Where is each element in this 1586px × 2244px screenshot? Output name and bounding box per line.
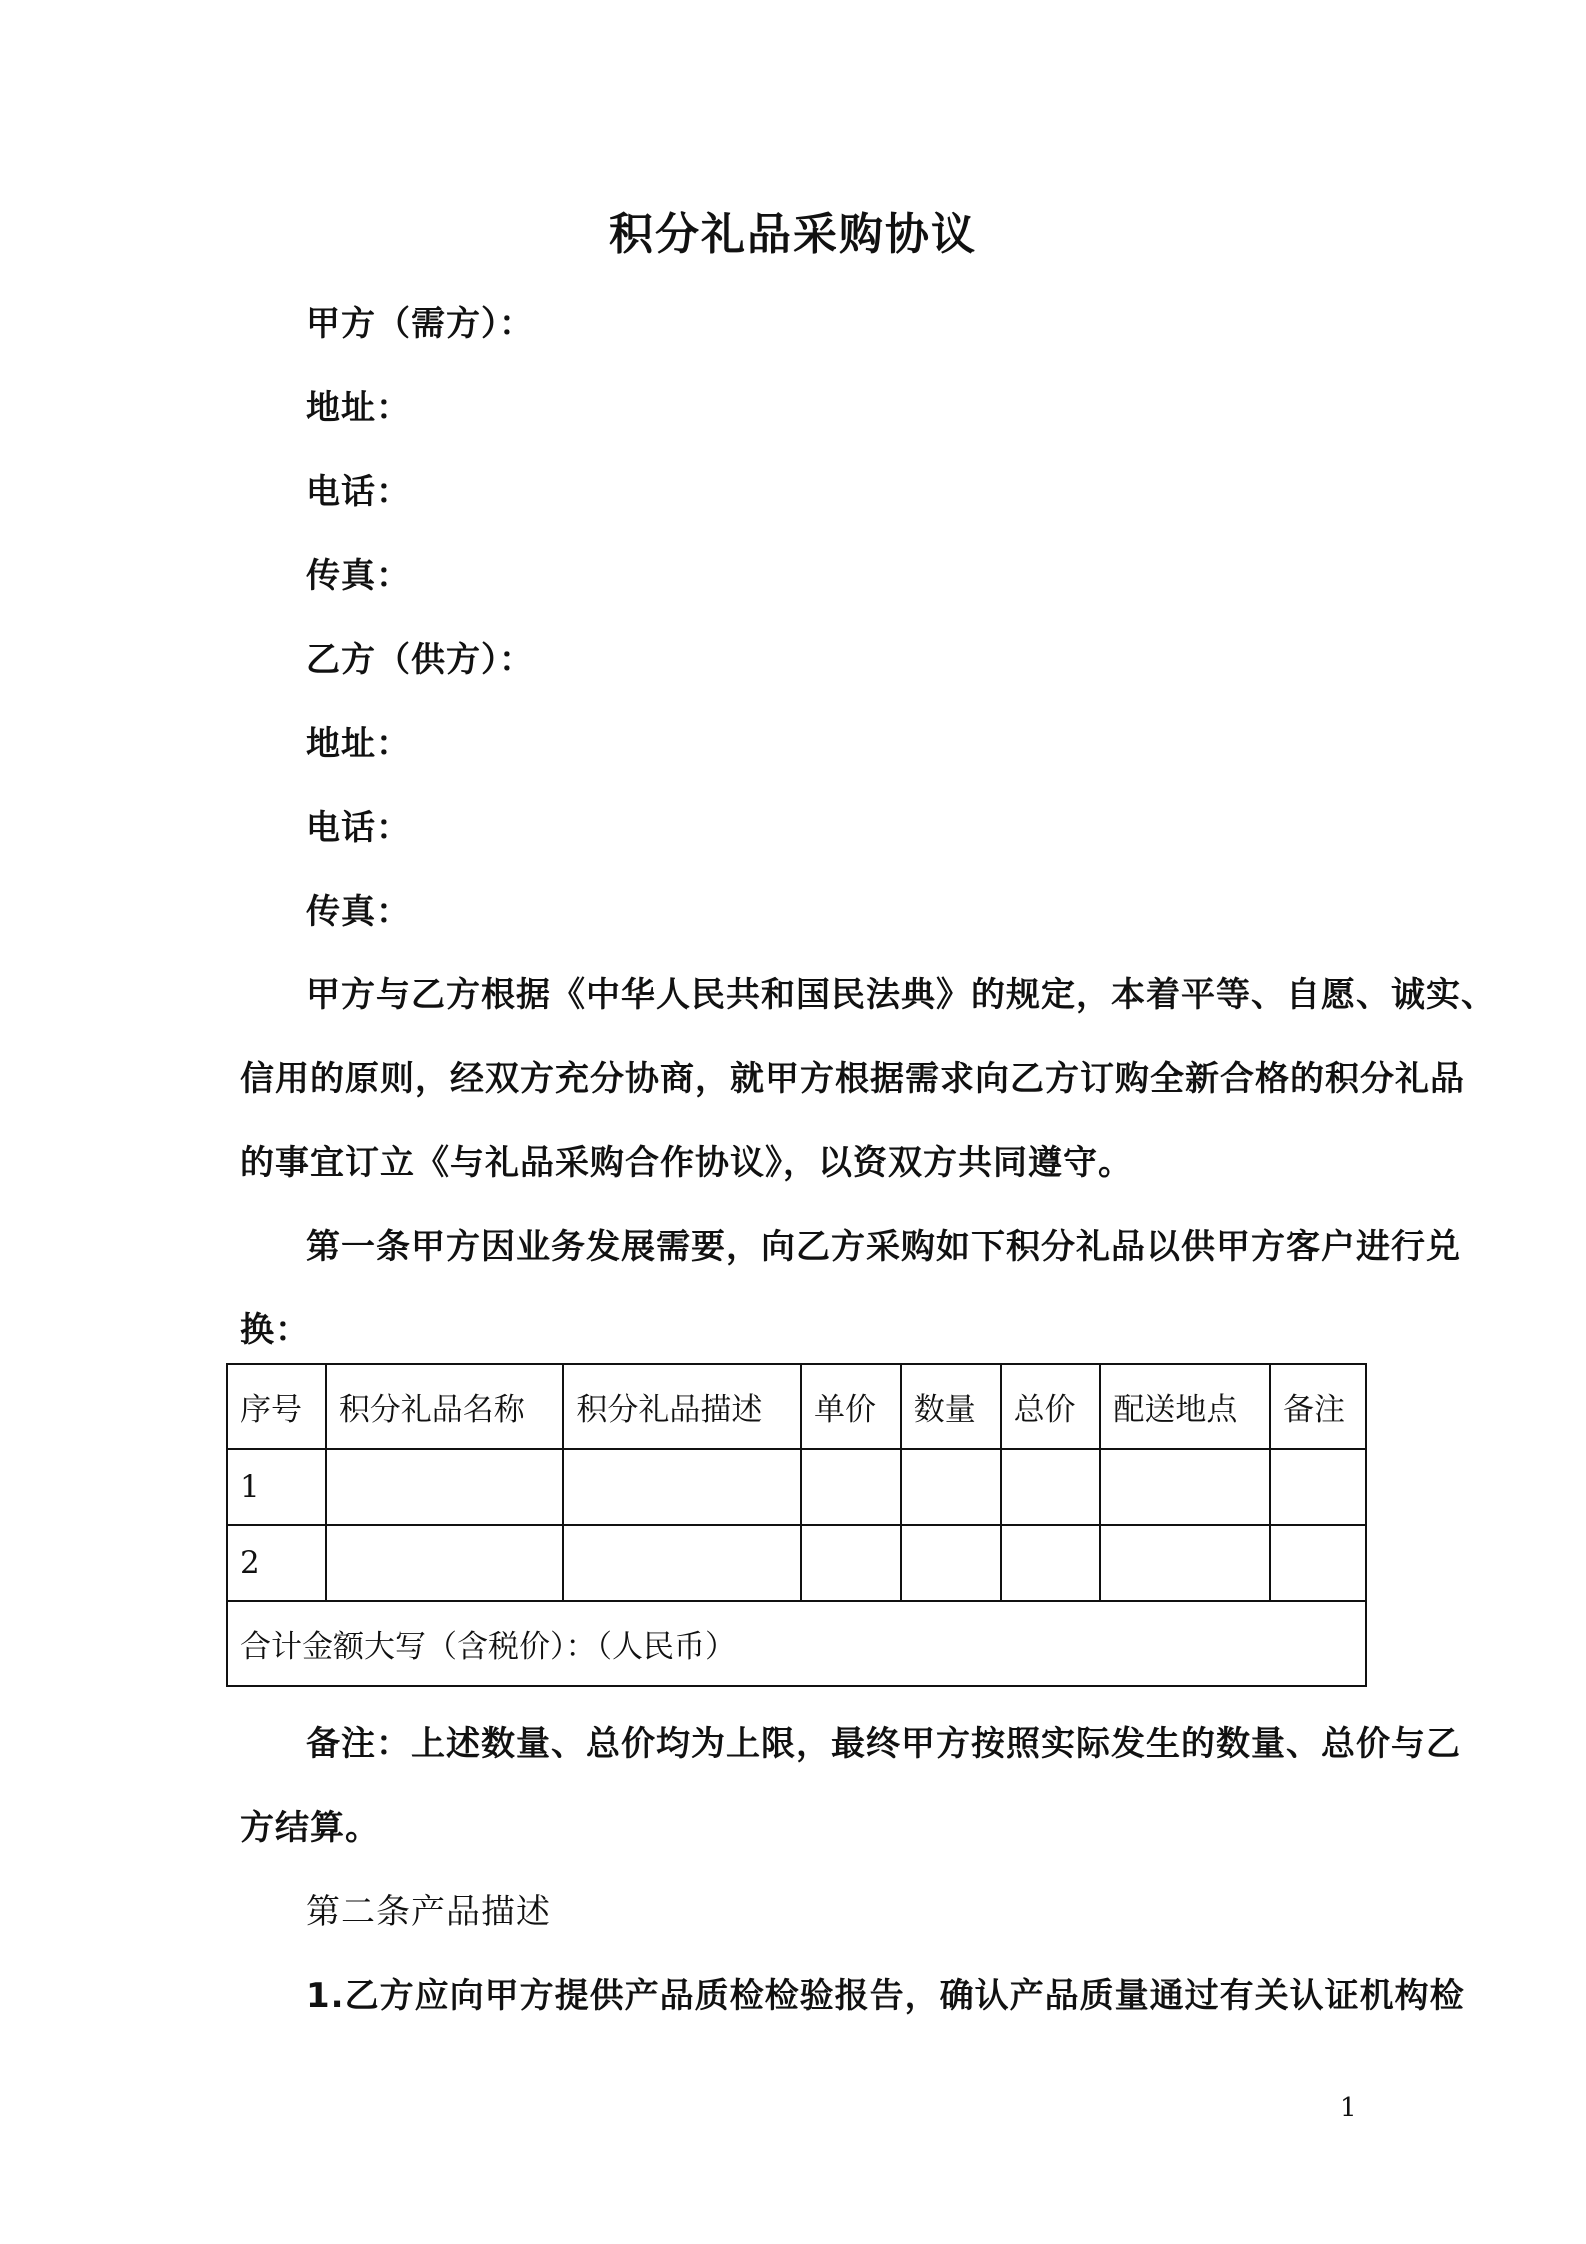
party-b-label: 乙方（供方）： [306, 640, 534, 680]
total-amount-label: 合计金额大写（含税价）：（人民币） [227, 1601, 1366, 1686]
table-row [227, 1449, 1366, 1525]
document-title: 积分礼品采购协议 [609, 209, 977, 260]
table-header-cell: 数量 [901, 1364, 1001, 1449]
table-total-row [227, 1601, 1366, 1686]
preamble-line-3: 的事宜订立《与礼品采购合作协议》，以资双方共同遵守。 [240, 1143, 1133, 1183]
table-cell: 2 [227, 1525, 326, 1601]
gift-table [226, 1363, 1367, 1687]
page-number: 1 [1340, 2093, 1357, 2123]
preamble-line-2: 信用的原则，经双方充分协商，就甲方根据需求向乙方订购全新合格的积分礼品 [240, 1059, 1465, 1099]
table-header-row [227, 1364, 1366, 1449]
table-cell: 1 [227, 1449, 326, 1525]
table-cell [801, 1449, 901, 1525]
party-b-phone: 电话： [306, 808, 411, 848]
table-header-cell: 配送地点 [1100, 1364, 1270, 1449]
table-cell [901, 1449, 1001, 1525]
party-b-address: 地址： [306, 724, 411, 764]
table-cell [1270, 1449, 1366, 1525]
party-a-address: 地址： [306, 388, 411, 428]
table-cell [326, 1525, 564, 1601]
table-cell [1100, 1525, 1270, 1601]
note-line-1: 备注：上述数量、总价均为上限，最终甲方按照实际发生的数量、总价与乙 [306, 1724, 1461, 1764]
table-cell [326, 1449, 564, 1525]
table-cell [1270, 1525, 1366, 1601]
party-a-phone: 电话： [306, 472, 411, 512]
table-cell [901, 1525, 1001, 1601]
table-cell [1001, 1525, 1101, 1601]
article2-item-1: 1.乙方应向甲方提供产品质检检验报告，确认产品质量通过有关认证机构检 [306, 1976, 1465, 2016]
table-header-cell: 序号 [227, 1364, 326, 1449]
table-header-cell: 总价 [1001, 1364, 1101, 1449]
table-header-cell: 备注 [1270, 1364, 1366, 1449]
party-a-fax: 传真： [306, 556, 411, 596]
table-cell [801, 1525, 901, 1601]
party-b-fax: 传真： [306, 892, 411, 932]
article1-line-1: 第一条甲方因业务发展需要，向乙方采购如下积分礼品以供甲方客户进行兑 [306, 1227, 1461, 1267]
table-cell [1001, 1449, 1101, 1525]
table-header-cell: 积分礼品名称 [326, 1364, 564, 1449]
note-line-2: 方结算。 [240, 1808, 380, 1848]
preamble-line-1: 甲方与乙方根据《中华人民共和国民法典》的规定，本着平等、自愿、诚实、 [306, 975, 1496, 1015]
table-cell [563, 1449, 801, 1525]
party-a-label: 甲方（需方）： [306, 304, 534, 344]
table-row [227, 1525, 1366, 1601]
table-header-cell: 单价 [801, 1364, 901, 1449]
table-header-cell: 积分礼品描述 [563, 1364, 801, 1449]
article1-line-2: 换： [240, 1310, 310, 1350]
article2-heading: 第二条产品描述 [306, 1892, 551, 1932]
table-cell [1100, 1449, 1270, 1525]
table-cell [563, 1525, 801, 1601]
